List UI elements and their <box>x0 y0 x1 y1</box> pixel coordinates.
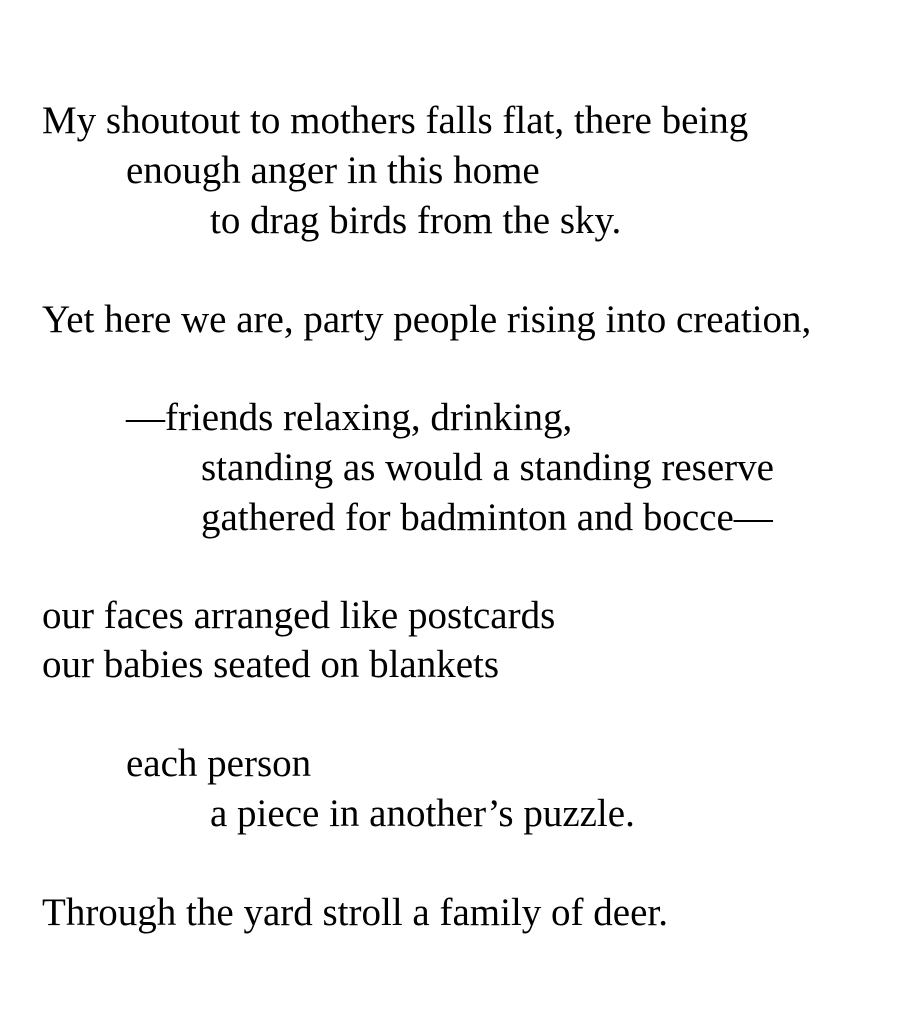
poem-line: our faces arranged like postcards <box>42 594 556 637</box>
poem-line: our babies seated on blankets <box>42 643 500 686</box>
poem-line: Through the yard stroll a family of deer. <box>42 891 668 934</box>
poem-line: Yet here we are, party people rising into creation, <box>42 298 812 341</box>
poem-line: each person <box>126 742 312 785</box>
poem-line: standing as would a standing reserve <box>201 446 774 489</box>
poem-line: to drag birds from the sky. <box>210 199 622 242</box>
poem-line: gathered for badminton and bocce— <box>201 496 773 539</box>
poem-line: My shoutout to mothers falls flat, there being <box>42 99 749 142</box>
poem-line: a piece in another’s puzzle. <box>210 792 635 835</box>
poem-line: enough anger in this home <box>126 149 540 192</box>
poem-line: —friends relaxing, drinking, <box>126 396 573 439</box>
